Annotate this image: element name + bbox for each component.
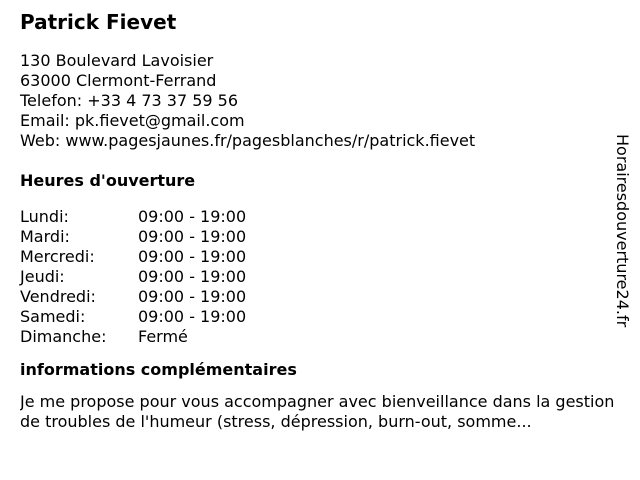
hours-time: Fermé [138,327,188,346]
hours-time: 09:00 - 19:00 [138,207,247,226]
address-city: 63000 Clermont-Ferrand [20,71,217,90]
hours-time: 09:00 - 19:00 [138,267,247,286]
hours-row [20,247,246,267]
email-address[interactable]: Email: pk.fievet@gmail.com [20,111,245,130]
business-name: Patrick Fievet [20,10,177,34]
address-street: 130 Boulevard Lavoisier [20,51,214,70]
additional-info-text: Je me propose pour vous accompagner avec bienveillance dans la gestion de troubles de l'humeur (stress, dépression, burn-out, somme... [20,392,615,431]
business-card [20,9,620,432]
hours-row [20,207,246,227]
additional-info-heading: informations complémentaires [20,360,297,379]
hours-day: Dimanche: [20,327,107,346]
hours-row [20,287,246,307]
hours-time: 09:00 - 19:00 [138,307,247,326]
hours-day: Vendredi: [20,287,96,306]
hours-day: Mardi: [20,227,70,246]
hours-row [20,307,246,327]
phone-number[interactable]: Telefon: +33 4 73 37 59 56 [20,91,239,110]
hours-day: Lundi: [20,207,69,226]
contact-block [20,51,620,151]
opening-hours-heading: Heures d'ouverture [20,171,196,190]
hours-time: 09:00 - 19:00 [138,287,247,306]
hours-day: Mercredi: [20,247,95,266]
hours-time: 09:00 - 19:00 [138,247,247,266]
website-link[interactable]: Web: www.pagesjaunes.fr/pagesblanches/r/patrick.fievet [20,131,476,150]
hours-row [20,327,246,347]
hours-row [20,267,246,287]
site-watermark: Horairesdouverture24.fr [613,134,632,328]
hours-row [20,227,246,247]
opening-hours-table [20,207,246,347]
hours-day: Jeudi: [20,267,65,286]
hours-day: Samedi: [20,307,86,326]
hours-time: 09:00 - 19:00 [138,227,247,246]
